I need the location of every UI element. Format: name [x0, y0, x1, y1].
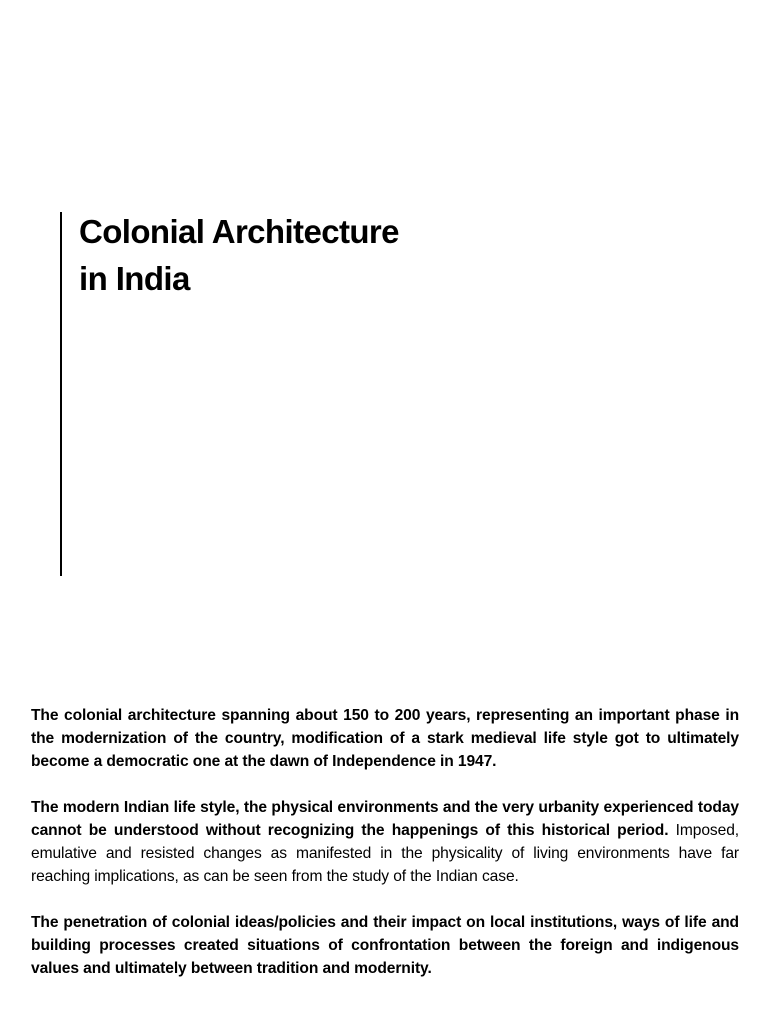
paragraph-2-bold: The modern Indian life style, the physical environments and the very urbanity experienced today cannot be understood without recognizing the happenings of this historical period. — [31, 799, 739, 839]
paragraph-2 — [31, 796, 739, 888]
paragraph-2-regular: Imposed, emulative and resisted changes as manifested in the physicality of living environments have far reaching implications, as can be seen from the study of the Indian case. — [31, 822, 739, 885]
vertical-rule — [60, 212, 62, 576]
paragraph-3: The penetration of colonial ideas/policies and their impact on local institutions, ways of life and building processes created situations of confrontation between the foreign and indigenous values and ultimately between tradition and modernity. — [31, 914, 739, 977]
paragraph-1: The colonial architecture spanning about 150 to 200 years, representing an important phase in the modernization of the country, modification of a stark medieval life style got to ultimately become a democratic one at the dawn of Independence in 1947. — [31, 707, 739, 770]
body-text — [31, 704, 739, 980]
document-title — [79, 208, 679, 302]
title-line-1: Colonial Architecture — [79, 213, 399, 250]
title-line-2: in India — [79, 260, 190, 297]
